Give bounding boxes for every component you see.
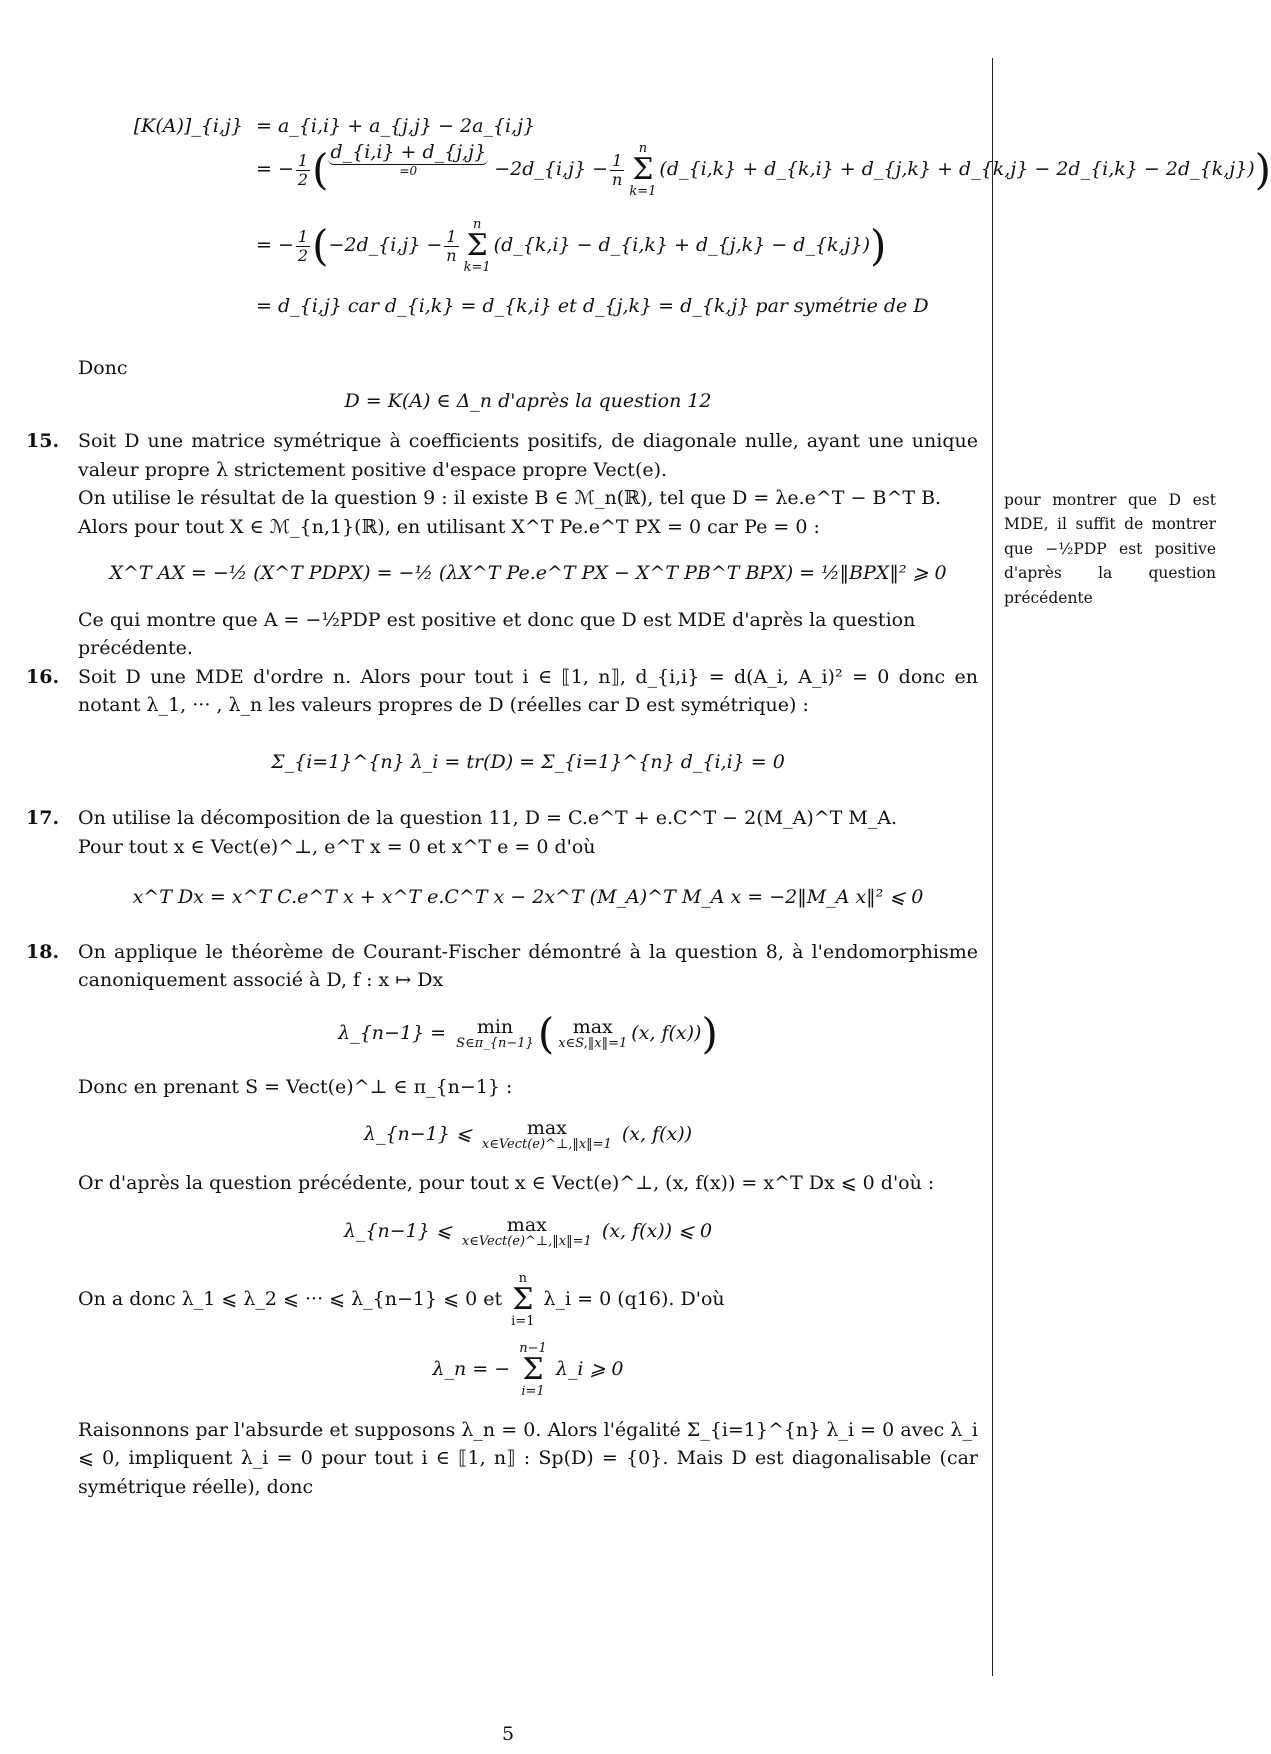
donc-text: Donc [78, 357, 128, 379]
q17-para-1: On utilise la décomposition de la question 11, D = C.e^T + e.C^T − 2(M_A)^T M_A. [78, 807, 898, 829]
ka-line-4: = d_{i,j} car d_{i,k} = d_{k,i} et d_{j,k} = d_{k,j} par symétrie de D [256, 295, 929, 317]
question-15 [26, 427, 978, 663]
q18-equation-2: λ_{n−1} ⩽ max x∈Vect(e)^⊥,‖x‖=1 (x, f(x)) [363, 1117, 693, 1152]
q15-number: 15. [26, 430, 60, 452]
question-16 [26, 663, 978, 777]
q15-equation: X^T AX = −½ (X^T PDPX) = −½ (λX^T Pe.e^T PX − X^T PB^T BPX) = ½‖BPX‖² ⩾ 0 [109, 562, 947, 584]
q18-para-3: Or d'après la question précédente, pour tout x ∈ Vect(e)^⊥, (x, f(x)) = x^T Dx ⩽ 0 d'où : [78, 1172, 935, 1194]
q18-number: 18. [26, 940, 60, 963]
q17-equation: x^T Dx = x^T C.e^T x + x^T e.C^T x − 2x^T (M_A)^T M_A x = −2‖M_A x‖² ⩽ 0 [132, 886, 924, 908]
q18-equation-3: λ_{n−1} ⩽ max x∈Vect(e)^⊥,‖x‖=1 (x, f(x)) ⩽ 0 [343, 1213, 713, 1249]
sum-symbol-lambda: n−1 Σ i=1 [519, 1340, 547, 1399]
q18-equation-1: λ_{n−1} = min S∈π_{n−1} ( max x∈S,‖x‖=1 (x, f(x))) [338, 1008, 718, 1058]
q15-para-1: Soit D une matrice symétrique à coefficients positifs, de diagonale nulle, ayant une unique valeur propre λ strictement positive d'espace propre Vect(e). [78, 430, 978, 481]
frac-half: $\frac{1}{2}$ [297, 150, 309, 189]
q15-para-4: Ce qui montre que A = −½PDP est positive et donc que D est MDE d'après la question précédente. [78, 608, 916, 659]
margin-separator-line [992, 58, 993, 1676]
q17-number: 17. [26, 807, 60, 829]
ka-line-2: = − $\frac{1}{2}$ ( d_{i,i} + d_{j,j} =0 −2d_{i,j} − $\frac{1}{n}$ n Σ k=1 (d_{i,k} + d_{k,i} + d_{j,k} + d_{k,j} − 2d_{i,k} − 2d_{k,j})) [256, 141, 1271, 199]
question-18 [26, 938, 978, 1502]
q16-number: 16. [26, 665, 60, 688]
q18-para-4: On a donc λ_1 ⩽ λ_2 ⩽ ··· ⩽ λ_{n−1} ⩽ 0 et n Σ i=1 λ_i = 0 (q16). D'où [78, 1270, 725, 1329]
q18-para-1: On applique le théorème de Courant-Fischer démontré à la question 8, à l'endomorphisme canoniquement associé à D, f : x ↦ Dx [78, 940, 978, 991]
frac-one-over-n: $\frac{1}{n}$ [612, 150, 623, 189]
q15-para-2: On utilise le résultat de la question 9 : il existe B ∈ ℳ_n(ℝ), tel que D = λe.e^T − B^T B. [78, 487, 942, 509]
min-operator: min S∈π_{n−1} [456, 1015, 534, 1051]
question-17 [26, 804, 978, 912]
q16-para-1: Soit D une MDE d'ordre n. Alors pour tout i ∈ ⟦1, n⟧, d_{i,i} = d(A_i, A_i)² = 0 donc en notant λ_1, ··· , λ_n les valeurs propres de D (réelles car D est symétrique) : [78, 665, 978, 716]
margin-note: pour montrer que D est MDE, il suffit de montrer que −½PDP est positive d'après la question précédente [1004, 491, 1216, 607]
q18-para-2: Donc en prenant S = Vect(e)^⊥ ∈ π_{n−1} : [78, 1075, 513, 1098]
max-operator: max x∈S,‖x‖=1 [558, 1015, 628, 1051]
q17-para-2: Pour tout x ∈ Vect(e)^⊥, e^T x = 0 et x^T e = 0 d'où [78, 835, 596, 858]
d-equals-ka: D = K(A) ∈ Δ_n d'après la question 12 [344, 389, 712, 412]
q16-equation: Σ_{i=1}^{n} λ_i = tr(D) = Σ_{i=1}^{n} d_{i,i} = 0 [271, 750, 785, 773]
ka-lhs: [K(A)]_{i,j} [133, 115, 243, 137]
page-number: 5 [501, 1723, 515, 1745]
sum-symbol-inline: n Σ i=1 [511, 1270, 535, 1329]
ka-line-1: = a_{i,i} + a_{j,j} − 2a_{i,j} [256, 115, 536, 137]
q18-para-5: Raisonnons par l'absurde et supposons λ_n = 0. Alors l'égalité Σ_{i=1}^{n} λ_i = 0 avec λ_i ⩽ 0, impliquent λ_i = 0 pour tout i ∈ ⟦1, n⟧ : Sp(D) = {0}. Mais D est diagonalisable (car symétrique réelle), donc [78, 1418, 978, 1498]
ka-derivation [78, 112, 1271, 324]
q15-para-3: Alors pour tout X ∈ ℳ_{n,1}(ℝ), en utilisant X^T Pe.e^T PX = 0 car Pe = 0 : [78, 515, 820, 538]
ka-line-3: = − $\frac{1}{2}$ (−2d_{i,j} − $\frac{1}{n}$ n Σ k=1 (d_{k,i} − d_{i,k} + d_{j,k} − d_{k,j})) [256, 217, 887, 275]
underbrace-term: d_{i,i} + d_{j,j} =0 [330, 141, 487, 178]
q18-equation-4: λ_n = − n−1 Σ i=1 λ_i ⩾ 0 [432, 1340, 624, 1399]
sum-symbol: n Σ k=1 [629, 141, 657, 199]
